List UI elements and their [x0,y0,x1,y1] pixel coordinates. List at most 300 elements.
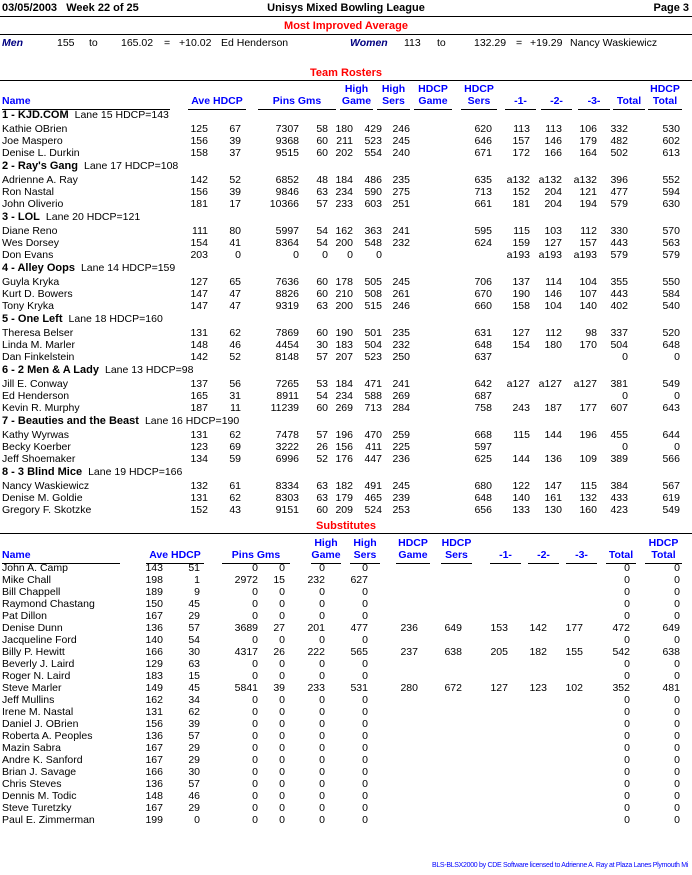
cell-hdcp-total: 520 [662,327,680,339]
player-row [0,186,692,198]
cell-ave: 131 [190,429,208,441]
substitute-row [0,730,692,742]
cell-high-game: 0 [319,814,325,826]
sub-col-header-pins-gms [222,537,290,561]
sub-col-header-name-spacer [2,537,120,549]
substitutes-title: Substitutes [316,520,376,532]
most-improved-women [350,37,388,49]
cell-hdcp: 63 [188,658,200,670]
most-improved-title: Most Improved Average [284,20,408,32]
cell-ave: 147 [190,288,208,300]
cell-total: 0 [622,351,628,363]
cell-game-2: 113 [545,123,562,135]
cell-pins: 9151 [275,504,299,516]
cell-gms: 0 [279,634,285,646]
women-label: Women [350,37,388,49]
cell-game-1: 137 [512,276,530,288]
col-header-name-spacer [2,83,170,95]
cell-high-sers: 0 [362,718,368,730]
cell-hdcp: 39 [229,135,241,147]
substitute-name: Irene M. Nastal [2,706,74,718]
cell-high-game: 234 [335,390,353,402]
cell-high-game: 196 [335,429,353,441]
cell-hdcp-sers: 680 [474,480,492,492]
cell-total: 0 [624,658,630,670]
cell-high-game: 222 [307,646,325,658]
cell-hdcp: 15 [188,670,200,682]
cell-pins: 3222 [275,441,299,453]
sub-col-header-high-game [311,537,341,561]
cell-hdcp-total: 540 [662,300,680,312]
cell-pins: 4317 [234,646,258,658]
cell-high-game: 0 [319,562,325,574]
team-lane-hdcp: Lane 17 HDCP=108 [83,160,179,172]
cell-game-1: 172 [512,147,530,159]
cell-high-game: 0 [319,694,325,706]
cell-hdcp-sers: 620 [474,123,492,135]
sub-col-header-hdcp-sers [441,537,472,561]
cell-high-sers: 0 [362,610,368,622]
player-name: John Oliverio [2,198,64,210]
player-row [0,441,692,453]
cell-hdcp-game: 275 [392,186,410,198]
sub-col-header-high-game-line1: High [314,537,338,549]
col-header-game-2-spacer [541,83,572,95]
cell-hdcp: 51 [188,562,200,574]
col-header-ave-hdcp [188,83,246,107]
team-name: 7 - Beauties and the Beast [2,415,139,427]
col-header-hdcp-total-line1: HDCP [650,83,680,95]
cell-high-sers: 491 [364,480,382,492]
cell-game-2: 204 [544,198,562,210]
cell-hdcp: 62 [188,706,200,718]
cell-hdcp-total: 549 [662,504,680,516]
cell-high-sers: 523 [364,135,382,147]
cell-hdcp-game: 251 [392,198,410,210]
sub-col-header-hdcp-total-line1: HDCP [648,537,679,549]
cell-game-1: 122 [512,480,530,492]
cell-high-sers: 471 [364,378,382,390]
cell-high-sers: 588 [364,390,382,402]
team-header [2,210,140,225]
player-row [0,300,692,312]
cell-game-1: a127 [506,378,530,390]
cell-total: 443 [610,288,628,300]
cell-ave: 167 [145,742,163,754]
col-header-high-sers-underline [377,109,410,110]
cell-hdcp-total: 644 [662,429,680,441]
cell-game-2: a193 [538,249,562,261]
cell-high-game: 190 [335,327,353,339]
player-name: Diane Reno [2,225,58,237]
cell-pins: 0 [252,802,258,814]
cell-total: 502 [610,147,628,159]
cell-high-sers: 0 [362,814,368,826]
sub-col-header-game-1-spacer [490,537,521,549]
cell-gms: 48 [316,174,328,186]
cell-total: 542 [612,646,630,658]
substitute-name: Mike Chall [2,574,52,586]
cell-pins: 8364 [275,237,299,249]
cell-high-sers: 0 [362,802,368,814]
cell-hdcp-total: 630 [662,198,680,210]
cell-ave: 181 [190,198,208,210]
cell-gms: 26 [316,441,328,453]
cell-gms: 60 [316,147,328,159]
substitute-row [0,646,692,658]
cell-high-game: 0 [319,598,325,610]
sub-col-header-total-spacer [606,537,636,549]
cell-total: 0 [622,390,628,402]
cell-gms: 63 [316,300,328,312]
cell-pins: 0 [252,766,258,778]
player-name: Tony Kryka [2,300,54,312]
cell-gms: 0 [279,814,285,826]
cell-total: 455 [610,429,628,441]
substitute-row [0,790,692,802]
cell-game-2: 182 [529,646,547,658]
cell-total: 472 [612,622,630,634]
player-row [0,402,692,414]
col-header-game-3-underline [578,109,610,110]
cell-total: 0 [624,610,630,622]
team-lane-hdcp: Lane 15 HDCP=143 [74,109,169,121]
cell-hdcp: 30 [188,766,200,778]
sub-col-header-hdcp-total-line2: Total [651,549,676,561]
cell-hdcp-total: 648 [662,339,680,351]
team-lane-hdcp: Lane 14 HDCP=159 [80,262,176,274]
player-row [0,288,692,300]
cell-gms: 0 [279,658,285,670]
cell-hdcp-sers: 649 [444,622,462,634]
player-name: Ron Nastal [2,186,54,198]
cell-ave: 156 [145,718,163,730]
substitute-name: Pat Dillon [2,610,47,622]
cell-game-3: 109 [579,453,597,465]
cell-game-2: 180 [544,339,562,351]
cell-hdcp-game: 245 [392,135,410,147]
cell-game-1: 153 [490,622,508,634]
col-header-hdcp-game-line1: HDCP [418,83,448,95]
cell-gms: 0 [279,778,285,790]
substitute-row [0,622,692,634]
cell-high-game: 0 [319,754,325,766]
player-name: Jeff Shoemaker [2,453,76,465]
cell-game-2: 123 [529,682,547,694]
substitute-name: Paul E. Zimmerman [2,814,95,826]
cell-hdcp-game: 232 [392,237,410,249]
cell-high-sers: 477 [350,622,368,634]
col-header-name-line2: Name [2,95,31,107]
cell-pins: 7636 [275,276,299,288]
player-name: Don Evans [2,249,54,261]
cell-high-game: 233 [307,682,325,694]
cell-game-3: 140 [579,300,597,312]
substitute-row [0,802,692,814]
cell-ave: 147 [190,300,208,312]
women-eq: = [516,37,523,49]
cell-ave: 132 [190,480,208,492]
cell-ave: 129 [145,658,163,670]
player-name: Kathie OBrien [2,123,68,135]
cell-high-sers: 447 [364,453,382,465]
cell-total: 579 [610,249,628,261]
cell-hdcp-sers: 706 [474,276,492,288]
cell-total: 384 [610,480,628,492]
cell-ave: 148 [190,339,208,351]
col-header-name [2,83,170,107]
cell-hdcp-sers: 635 [474,174,492,186]
player-row [0,147,692,159]
cell-pins: 0 [252,610,258,622]
cell-game-1: 113 [513,123,530,135]
cell-hdcp: 30 [188,646,200,658]
cell-gms: 57 [316,198,328,210]
cell-hdcp-game: 246 [392,123,410,135]
cell-game-3: 107 [579,288,597,300]
cell-high-game: 180 [335,123,353,135]
sub-col-header-high-sers-line1: High [353,537,377,549]
cell-ave: 125 [190,123,208,135]
substitute-row [0,610,692,622]
substitute-name: Jeff Mullins [2,694,55,706]
sub-col-header-hdcp-sers-line2: Sers [445,549,468,561]
cell-pins: 9515 [275,147,299,159]
substitute-row [0,718,692,730]
cell-hdcp: 56 [229,378,241,390]
player-name: Ed Henderson [2,390,70,402]
team-lane-hdcp: Lane 13 HDCP=98 [104,364,194,376]
cell-high-sers: 363 [364,225,382,237]
men-name: Ed Henderson [221,37,289,49]
cell-hdcp: 46 [188,790,200,802]
col-header-hdcp-game-underline [414,109,452,110]
cell-total: 0 [624,586,630,598]
player-row [0,174,692,186]
cell-high-sers: 0 [362,790,368,802]
cell-hdcp: 46 [229,339,241,351]
col-header-game-3-line2: -3- [587,95,601,107]
team-lane-hdcp: Lane 19 HDCP=166 [88,466,183,478]
substitute-row [0,766,692,778]
cell-hdcp: 80 [229,225,241,237]
page-number: Page 3 [653,2,689,14]
cell-game-1: 133 [512,504,530,516]
women-from: 113 [404,37,421,49]
cell-game-3: 106 [579,123,597,135]
cell-game-1: a132 [506,174,530,186]
col-header-hdcp-total-line2: Total [652,95,678,107]
player-row [0,492,692,504]
player-name: Joe Maspero [2,135,63,147]
cell-hdcp-total: 0 [674,730,680,742]
cell-game-3: 177 [579,402,597,414]
sub-col-header-game-3 [566,537,597,561]
cell-ave: 166 [145,646,163,658]
substitute-row [0,562,692,574]
cell-hdcp: 57 [188,622,200,634]
cell-high-game: 0 [319,742,325,754]
cell-total: 504 [610,339,628,351]
substitute-row [0,634,692,646]
men-eq: = [164,37,171,49]
cell-hdcp-sers: 624 [474,237,492,249]
cell-hdcp-game: 261 [392,288,410,300]
cell-total: 433 [610,492,628,504]
cell-ave: 183 [145,670,163,682]
substitutes-rule [0,533,692,534]
cell-hdcp-sers: 646 [474,135,492,147]
cell-game-3: 112 [580,225,597,237]
player-row [0,237,692,249]
cell-hdcp-game: 241 [392,225,410,237]
cell-high-sers: 504 [364,339,382,351]
cell-total: 0 [624,730,630,742]
cell-game-3: 102 [565,682,583,694]
cell-high-game: 182 [335,480,353,492]
team-name: 8 - 3 Blind Mice [2,466,83,478]
cell-game-1: 115 [513,429,530,441]
col-header-hdcp-sers-line1: HDCP [464,83,494,95]
cell-total: 482 [610,135,628,147]
substitute-name: Brian J. Savage [2,766,77,778]
player-name: Denise L. Durkin [2,147,80,159]
cell-hdcp: 41 [229,237,241,249]
cell-ave: 199 [145,814,163,826]
header-rule [0,16,692,17]
cell-hdcp-game: 236 [400,622,418,634]
sub-col-header-ave-hdcp [146,537,204,561]
cell-ave: 142 [190,174,208,186]
cell-high-game: 0 [319,706,325,718]
cell-total: 0 [624,574,630,586]
cell-game-1: 154 [512,339,530,351]
cell-hdcp-total: 530 [662,123,680,135]
sub-col-header-name-line2: Name [2,549,31,561]
cell-gms: 0 [279,766,285,778]
cell-pins: 0 [252,562,258,574]
substitute-row [0,670,692,682]
cell-hdcp-sers: 660 [474,300,492,312]
cell-game-1: 159 [512,237,530,249]
cell-pins: 7869 [275,327,299,339]
cell-total: 579 [610,198,628,210]
cell-gms: 54 [316,237,328,249]
cell-high-sers: 524 [364,504,382,516]
player-row [0,135,692,147]
cell-hdcp-total: 566 [662,453,680,465]
men-to-word: to [89,37,98,49]
cell-high-game: 0 [319,586,325,598]
cell-high-game: 202 [335,147,353,159]
sub-col-header-pins-gms-line2: Pins Gms [231,549,281,561]
cell-high-game: 200 [335,300,353,312]
cell-hdcp: 67 [229,123,241,135]
cell-pins: 0 [252,730,258,742]
col-header-high-sers-line2: Sers [382,95,405,107]
cell-hdcp-sers: 668 [474,429,492,441]
col-header-hdcp-sers-line2: Sers [467,95,491,107]
cell-pins: 0 [252,634,258,646]
cell-total: 330 [610,225,628,237]
cell-ave: 158 [190,147,208,159]
cell-ave: 165 [190,390,208,402]
cell-pins: 3689 [234,622,258,634]
substitute-row [0,814,692,826]
cell-hdcp-total: 0 [674,802,680,814]
cell-high-game: 0 [319,802,325,814]
cell-hdcp-total: 638 [662,646,680,658]
cell-high-game: 0 [319,610,325,622]
cell-high-sers: 501 [364,327,382,339]
cell-high-sers: 0 [362,670,368,682]
cell-hdcp-total: 0 [674,754,680,766]
player-name: Denise M. Goldie [2,492,83,504]
col-header-high-game-underline [340,109,373,110]
cell-total: 381 [610,378,628,390]
col-header-hdcp-sers [461,83,497,107]
cell-total: 607 [610,402,628,414]
col-header-hdcp-total [648,83,682,107]
cell-ave: 134 [190,453,208,465]
cell-high-game: 0 [347,249,353,261]
cell-high-sers: 0 [362,730,368,742]
cell-hdcp: 37 [229,147,241,159]
player-name: Gregory F. Skotzke [2,504,92,516]
col-header-total-spacer [613,83,645,95]
cell-hdcp-sers: 758 [474,402,492,414]
cell-game-3: 160 [579,504,597,516]
cell-high-game: 183 [335,339,353,351]
cell-hdcp-total: 584 [662,288,680,300]
sub-col-header-high-sers-line2: Sers [353,549,377,561]
player-row [0,276,692,288]
cell-game-2: 112 [545,327,562,339]
cell-gms: 63 [316,186,328,198]
cell-ave: 136 [145,622,163,634]
cell-hdcp: 39 [229,186,241,198]
cell-pins: 6852 [275,174,299,186]
col-header-game-3-spacer [578,83,610,95]
cell-hdcp: 1 [194,574,200,586]
cell-hdcp-total: 481 [662,682,680,694]
cell-gms: 0 [279,790,285,802]
sub-col-header-hdcp-game [396,537,430,561]
team-header [2,312,163,327]
men-from: 155 [57,37,75,49]
cell-high-game: 234 [335,186,353,198]
league-title: Unisys Mixed Bowling League [267,2,425,14]
substitute-name: Dennis M. Todic [2,790,77,802]
cell-hdcp-sers: 670 [474,288,492,300]
cell-game-1: 152 [512,186,530,198]
cell-hdcp: 47 [229,288,241,300]
cell-hdcp-total: 0 [674,390,680,402]
cell-high-sers: 429 [364,123,382,135]
cell-ave: 167 [145,754,163,766]
cell-high-game: 184 [335,174,353,186]
col-header-pins-gms-spacer [258,83,336,95]
cell-pins: 9368 [275,135,299,147]
cell-gms: 0 [279,610,285,622]
cell-hdcp-total: 0 [674,634,680,646]
cell-pins: 2972 [234,574,258,586]
cell-game-2: 104 [544,300,562,312]
cell-gms: 0 [279,742,285,754]
men-to: 165.02 [121,37,154,49]
cell-high-sers: 0 [362,586,368,598]
cell-pins: 5997 [275,225,299,237]
